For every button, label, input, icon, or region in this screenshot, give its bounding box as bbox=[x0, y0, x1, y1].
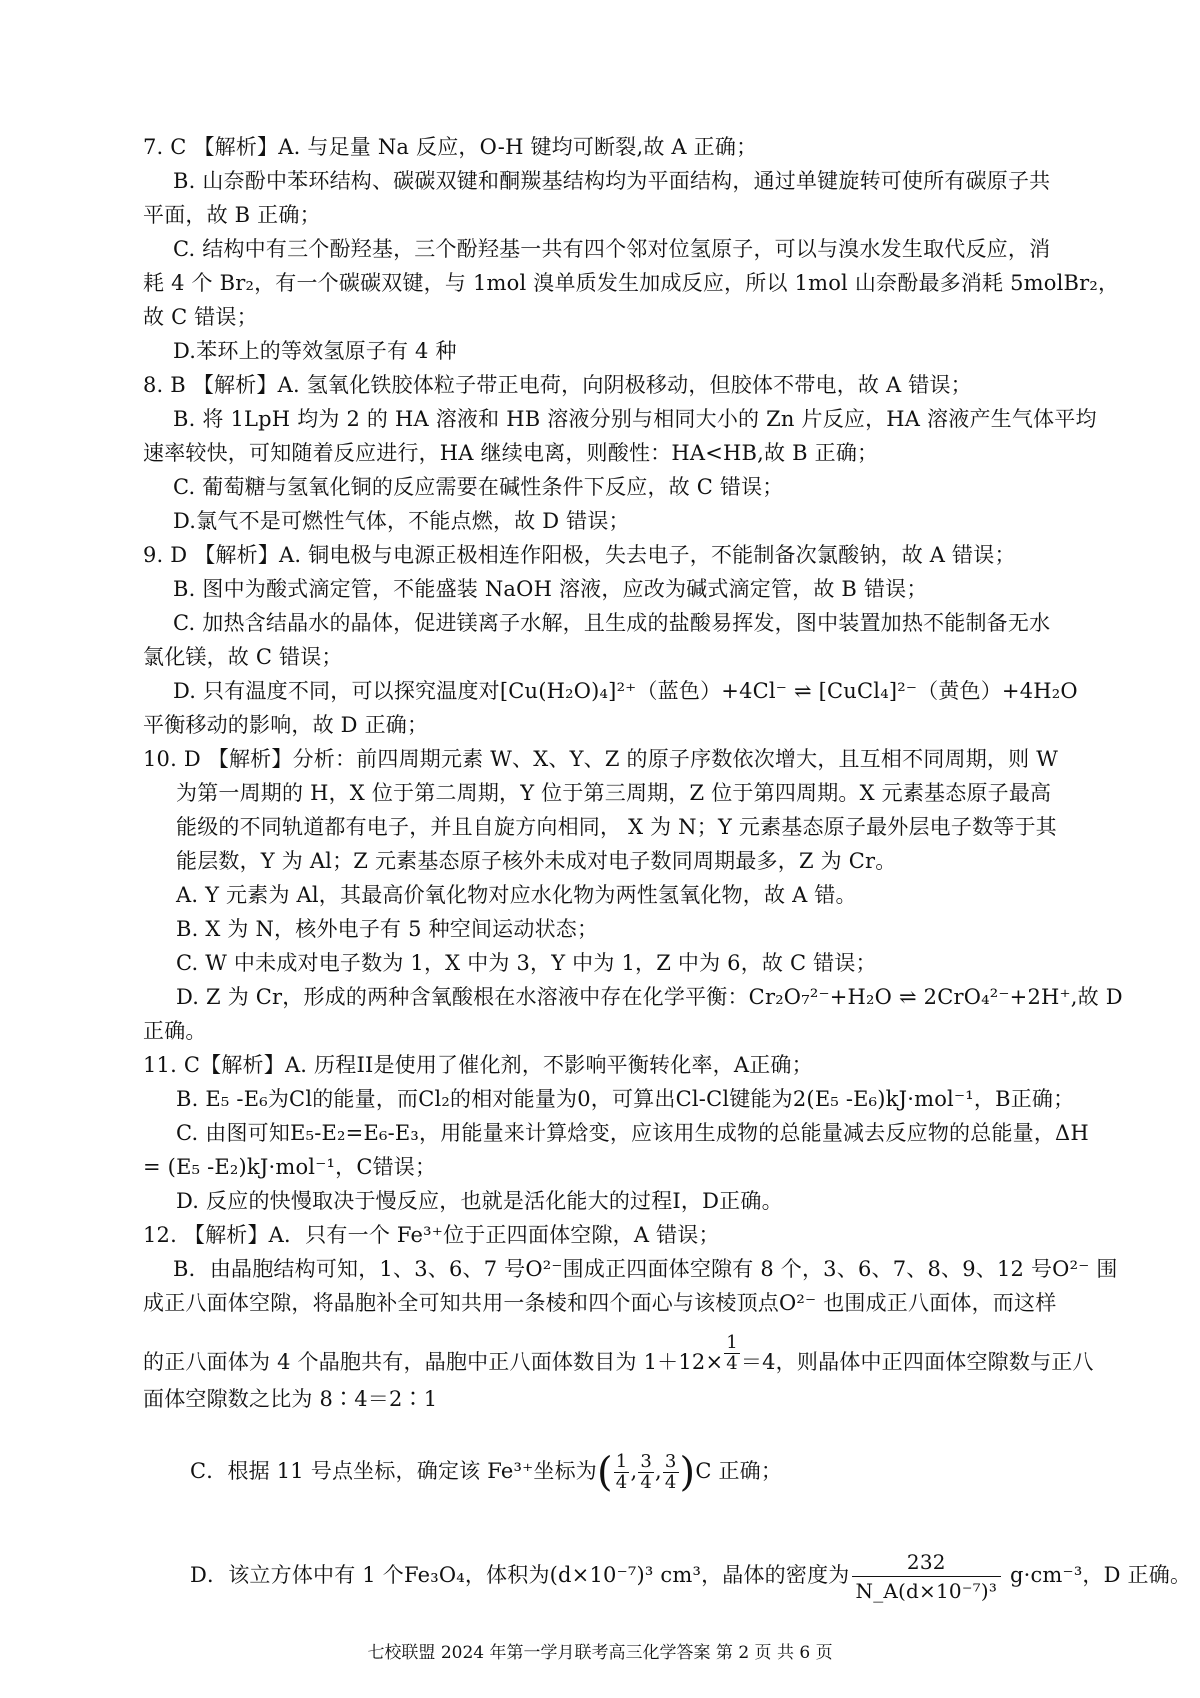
q12-line-c: C．根据 11 号点坐标，确定该 Fe³⁺坐标为( $\frac{1}{4}$ , $\frac{3}{4}$ , $\frac{3}{4}$ )C 正确； bbox=[190, 1449, 783, 1496]
q9-line-4: 氯化镁，故 C 错误； bbox=[143, 645, 343, 669]
q12-line-4-end: ＝4，则晶体中正四面体空隙数与正八 bbox=[740, 1350, 1094, 1374]
q9-line-5: D. 只有温度不同，可以探究温度对[Cu(H₂O)₄]²⁺（蓝色）+4Cl⁻ ⇌ [CuCl₄]²⁻（黄色）+4H₂O bbox=[173, 679, 1078, 703]
q10-line-8: D. Z 为 Cr，形成的两种含氧酸根在水溶液中存在化学平衡：Cr₂O₇²⁻+H₂O ⇌ 2CrO₄²⁻+2H⁺,故 D bbox=[176, 985, 1123, 1009]
coord-y: $\frac{3}{4}$ bbox=[640, 1451, 652, 1493]
fraction-quarter: $\frac{1}{4}$ bbox=[726, 1332, 738, 1374]
q11-line-5: D. 反应的快慢取决于慢反应，也就是活化能大的过程I，D正确。 bbox=[176, 1189, 783, 1213]
coord-z: $\frac{3}{4}$ bbox=[664, 1451, 677, 1493]
q12-line-5: 面体空隙数之比为 8∶4＝2∶1 bbox=[143, 1387, 438, 1411]
q9-line-6: 平衡移动的影响，故 D 正确； bbox=[143, 713, 429, 737]
q11-line-2: B. E₅ -E₆为Cl的能量，而Cl₂的相对能量为0，可算出Cl-Cl键能为2(E₅ -E₆)kJ·mol⁻¹，B正确； bbox=[176, 1087, 1075, 1111]
q12-line-d-text: D．该立方体中有 1 个Fe₃O₄，体积为(d×10⁻⁷)³ cm³，晶体的密度为 bbox=[190, 1563, 850, 1587]
q8-line-2: B. 将 1LpH 均为 2 的 HA 溶液和 HB 溶液分别与相同大小的 Zn 片反应，HA 溶液产生气体平均 bbox=[173, 407, 1097, 431]
q7-line-7: D.苯环上的等效氢原子有 4 种 bbox=[173, 339, 457, 363]
q9-line-1: 9. D 【解析】A. 铜电极与电源正极相连作阳极，失去电子，不能制备次氯酸钠，故 A 错误； bbox=[143, 543, 1016, 567]
coord-x: $\frac{1}{4}$ bbox=[615, 1451, 628, 1493]
page-footer: 七校联盟 2024 年第一学月联考高三化学答案 第 2 页 共 6 页 bbox=[367, 1643, 833, 1663]
q12-line-d bbox=[190, 1548, 1191, 1605]
q10-line-2: 为第一周期的 H，X 位于第二周期，Y 位于第三周期，Z 位于第四周期。X 元素基态原子最高 bbox=[176, 781, 1052, 805]
q11-line-4: = (E₅ -E₂)kJ·mol⁻¹，C错误； bbox=[143, 1155, 437, 1179]
q10-line-3: 能级的不同轨道都有电子，并且自旋方向相同， X 为 N；Y 元素基态原子最外层电子数等于其 bbox=[176, 815, 1057, 839]
q8-line-3: 速率较快，可知随着反应进行，HA 继续电离，则酸性：HA<HB,故 B 正确； bbox=[143, 441, 879, 465]
q9-line-2: B. 图中为酸式滴定管，不能盛装 NaOH 溶液，应改为碱式滴定管，故 B 错误； bbox=[173, 577, 928, 601]
q8-line-4: C. 葡萄糖与氢氧化铜的反应需要在碱性条件下反应，故 C 错误； bbox=[173, 475, 784, 499]
q7-line-3: 平面，故 B 正确； bbox=[143, 203, 321, 227]
q12-line-1: 12. 【解析】A．只有一个 Fe³⁺位于正四面体空隙，A 错误； bbox=[143, 1223, 720, 1247]
q7-line-6: 故 C 错误； bbox=[143, 305, 258, 329]
left-paren: ( bbox=[596, 1449, 613, 1496]
q7-line-1: 7. C 【解析】A. 与足量 Na 反应，O-H 键均可断裂,故 A 正确； bbox=[143, 135, 758, 159]
q12-line-2: B．由晶胞结构可知，1、3、6、7 号O²⁻围成正四面体空隙有 8 个，3、6、7、8、9、12 号O²⁻ 围 bbox=[173, 1257, 1118, 1281]
right-paren: ) bbox=[679, 1449, 696, 1496]
q10-line-6: B. X 为 N，核外电子有 5 种空间运动状态； bbox=[176, 917, 599, 941]
q7-line-5: 耗 4 个 Br₂，有一个碳碳双键，与 1mol 溴单质发生加成反应，所以 1mol 山奈酚最多消耗 5molBr₂， bbox=[143, 271, 1120, 295]
q10-line-1: 10. D 【解析】分析：前四周期元素 W、X、Y、Z 的原子序数依次增大，且互相不同周期，则 W bbox=[143, 747, 1058, 771]
q12-line-c-text: C．根据 11 号点坐标，确定该 Fe³⁺坐标为 bbox=[190, 1459, 597, 1483]
q7-line-2: B. 山奈酚中苯环结构、碳碳双键和酮羰基结构均为平面结构，通过单键旋转可使所有碳原子共 bbox=[173, 169, 1051, 193]
q8-line-1: 8. B 【解析】A. 氢氧化铁胶体粒子带正电荷，向阴极移动，但胶体不带电，故 A 错误； bbox=[143, 373, 972, 397]
q9-line-3: C. 加热含结晶水的晶体，促进镁离子水解，且生成的盐酸易挥发，图中装置加热不能制备无水 bbox=[173, 611, 1051, 635]
q10-line-5: A. Y 元素为 Al，其最高价氧化物对应水化物为两性氢氧化物，故 A 错。 bbox=[176, 883, 857, 907]
q12-line-3: 成正八面体空隙，将晶胞补全可知共用一条棱和四个面心与该棱顶点O²⁻ 也围成正八面体，而这样 bbox=[143, 1291, 1057, 1315]
q11-line-3: C. 由图可知E₅-E₂=E₆-E₃，用能量来计算焓变，应该用生成物的总能量减去反应物的总能量，ΔH bbox=[176, 1121, 1089, 1145]
q12-line-4 bbox=[143, 1332, 1094, 1384]
q12-line-4-text: 的正八面体为 4 个晶胞共有，晶胞中正八面体数目为 1＋12× bbox=[143, 1350, 724, 1374]
q10-line-9: 正确。 bbox=[143, 1019, 207, 1043]
q11-line-1: 11. C【解析】A. 历程II是使用了催化剂，不影响平衡转化率，A正确； bbox=[143, 1053, 813, 1077]
q12-line-d-end: g·cm⁻³，D 正确。 bbox=[1003, 1563, 1192, 1587]
q7-line-4: C. 结构中有三个酚羟基，三个酚羟基一共有四个邻对位氢原子，可以与溴水发生取代反应，消 bbox=[173, 237, 1051, 261]
q10-line-7: C. W 中未成对电子数为 1，X 中为 3，Y 中为 1，Z 中为 6，故 C 错误； bbox=[176, 951, 877, 975]
q8-line-5: D.氯气不是可燃性气体，不能点燃，故 D 错误； bbox=[173, 509, 630, 533]
q10-line-4: 能层数，Y 为 Al；Z 元素基态原子核外未成对电子数同周期最多，Z 为 Cr。 bbox=[176, 849, 897, 873]
density-fraction: $\frac{232}{\text{N\_A(d×10⁻⁷)³}}$ bbox=[852, 1548, 1002, 1605]
q12-line-c-end: C 正确； bbox=[695, 1459, 783, 1483]
